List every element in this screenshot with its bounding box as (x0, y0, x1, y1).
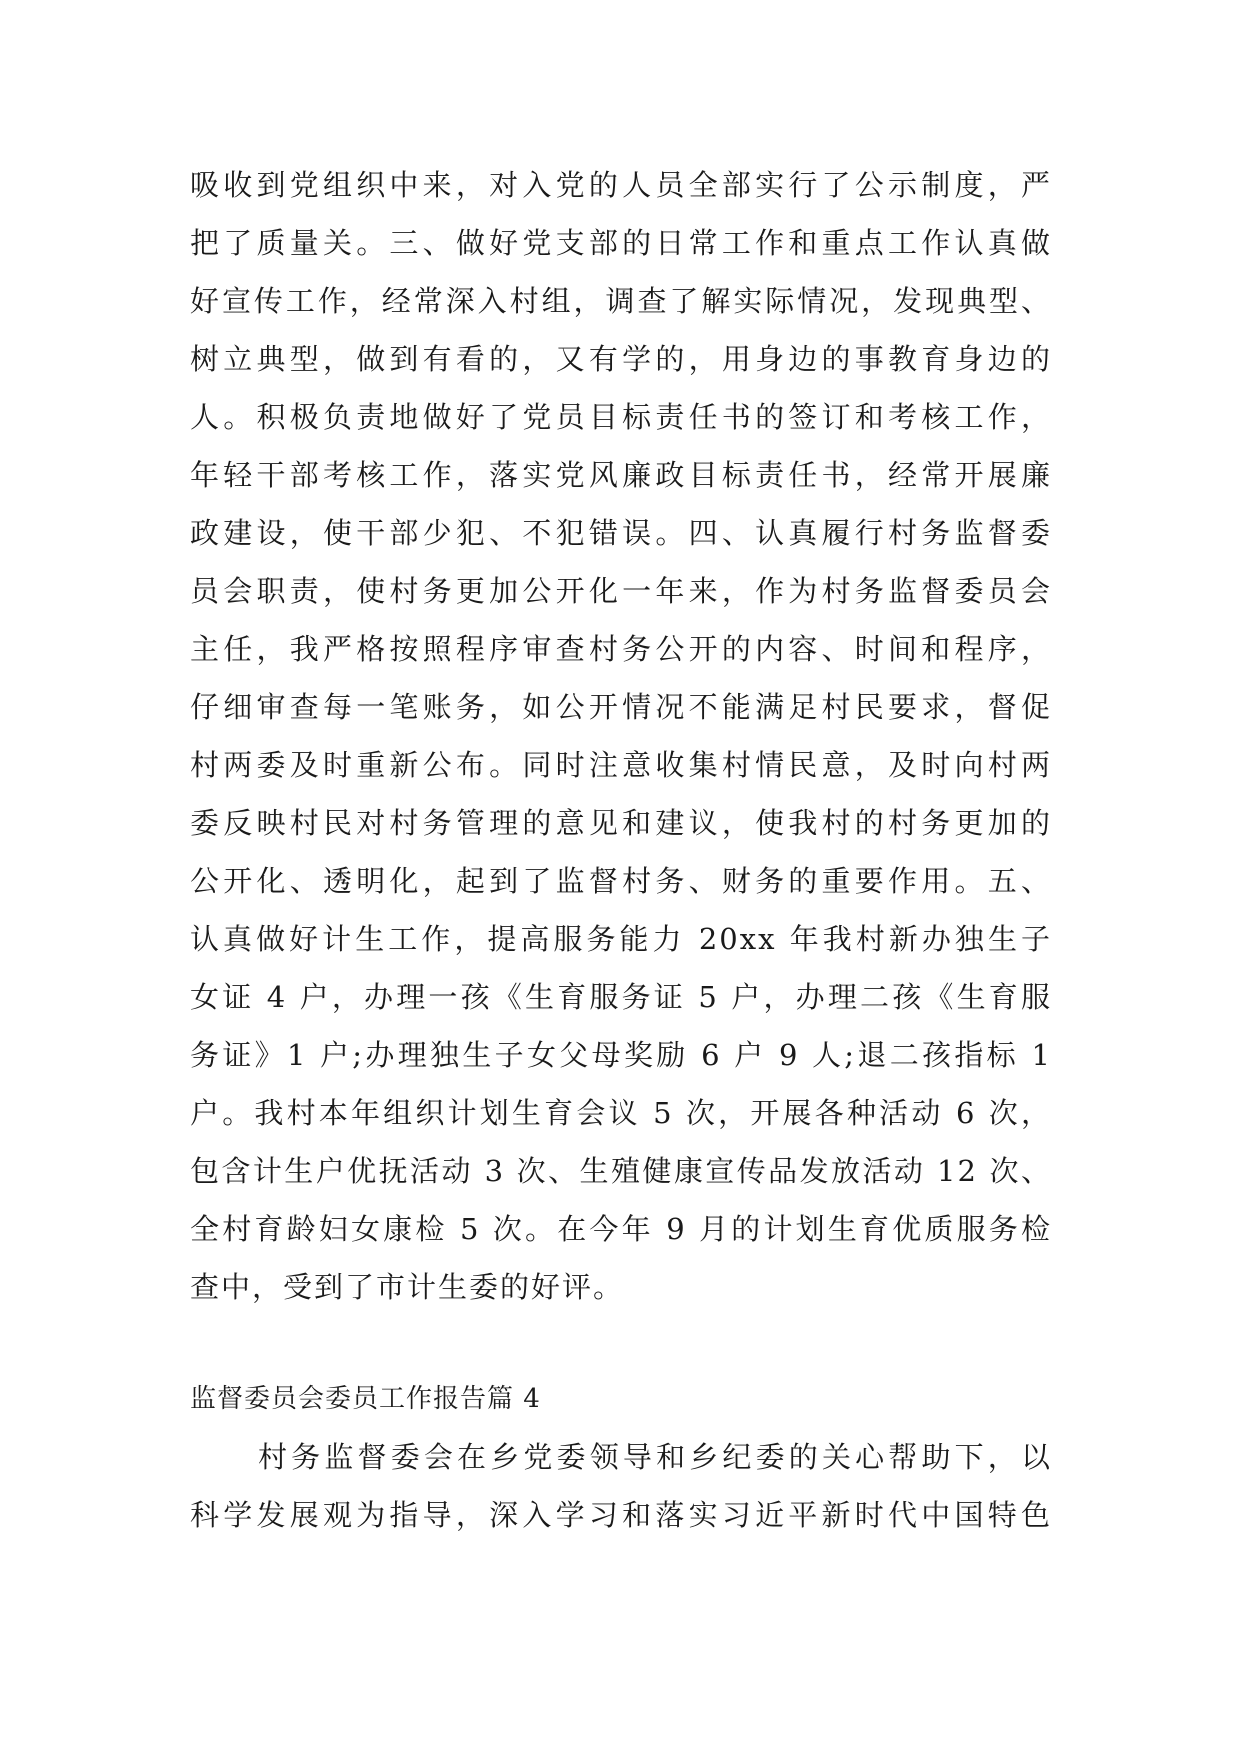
text-line: 全村育龄妇女康检 5 次。在今年 9 月的计划生育优质服务检 (190, 1212, 1052, 1246)
text-line: 科学发展观为指导，深入学习和落实习近平新时代中国特色 (190, 1498, 1052, 1532)
section-heading: 监督委员会委员工作报告篇 4 (190, 1384, 541, 1414)
text-line: 委反映村民对村务管理的意见和建议，使我村的村务更加的 (190, 806, 1052, 840)
document-page (190, 156, 1052, 1544)
text-line: 认真做好计生工作，提高服务能力 20xx 年我村新办独生子 (190, 922, 1052, 956)
text-line: 人。积极负责地做好了党员目标责任书的签订和考核工作， (190, 400, 1052, 434)
text-line: 好宣传工作，经常深入村组，调查了解实际情况，发现典型、 (190, 284, 1052, 318)
text-line: 公开化、透明化，起到了监督村务、财务的重要作用。五、 (190, 864, 1052, 898)
text-line: 村两委及时重新公布。同时注意收集村情民意，及时向村两 (190, 748, 1052, 782)
text-line: 女证 4 户，办理一孩《生育服务证 5 户，办理二孩《生育服 (190, 980, 1052, 1014)
text-line: 仔细审查每一笔账务，如公开情况不能满足村民要求，督促 (190, 690, 1052, 724)
text-line: 年轻干部考核工作，落实党风廉政目标责任书，经常开展廉 (190, 458, 1052, 492)
text-line: 务证》1 户;办理独生子女父母奖励 6 户 9 人;退二孩指标 1 (190, 1038, 1052, 1072)
paragraph-1 (190, 156, 1052, 1316)
paragraph-2 (190, 1428, 1052, 1544)
text-line: 吸收到党组织中来，对入党的人员全部实行了公示制度，严 (190, 168, 1052, 202)
text-line: 主任，我严格按照程序审查村务公开的内容、时间和程序， (190, 632, 1052, 666)
text-line: 把了质量关。三、做好党支部的日常工作和重点工作认真做 (190, 226, 1052, 260)
text-line: 树立典型，做到有看的，又有学的，用身边的事教育身边的 (190, 342, 1052, 376)
text-line: 员会职责，使村务更加公开化一年来，作为村务监督委员会 (190, 574, 1052, 608)
text-line: 政建设，使干部少犯、不犯错误。四、认真履行村务监督委 (190, 516, 1052, 550)
text-line: 包含计生户优抚活动 3 次、生殖健康宣传品发放活动 12 次、 (190, 1154, 1052, 1188)
text-line: 村务监督委会在乡党委领导和乡纪委的关心帮助下，以 (258, 1440, 1052, 1474)
text-line: 查中，受到了市计生委的好评。 (190, 1270, 625, 1304)
text-line: 户。我村本年组织计划生育会议 5 次，开展各种活动 6 次， (190, 1096, 1052, 1130)
